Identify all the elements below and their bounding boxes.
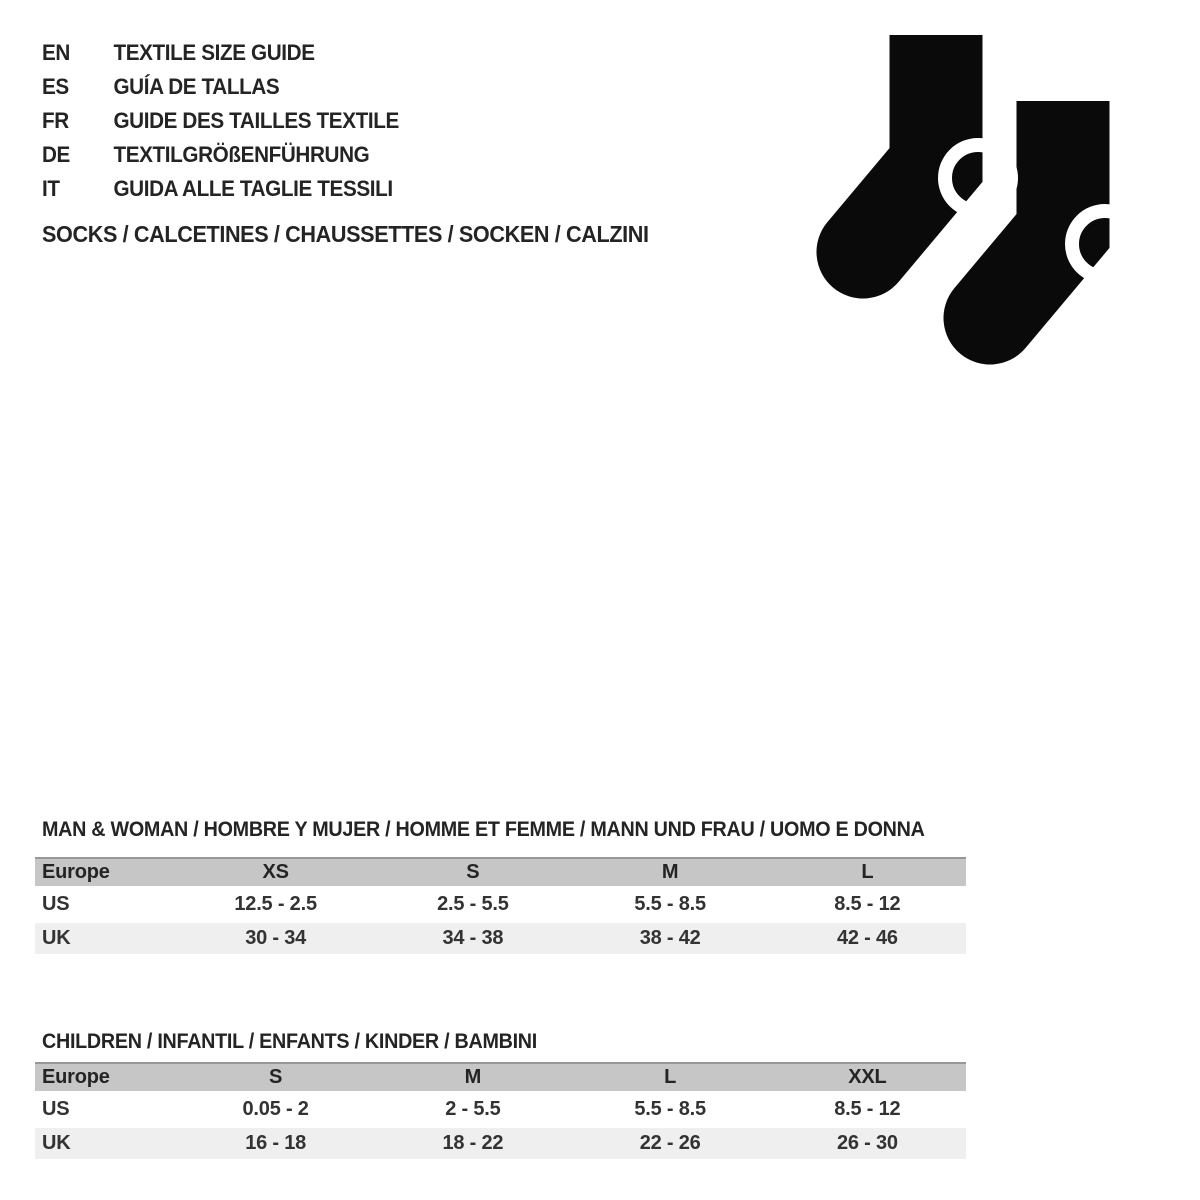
size-cell: 34 - 38 <box>374 923 571 954</box>
column-header: M <box>572 857 769 886</box>
size-cell: 2 - 5.5 <box>445 1098 501 1120</box>
size-cell: 8.5 - 12 <box>834 893 901 915</box>
adult-size-table <box>35 854 966 957</box>
size-cell: 5.5 - 8.5 <box>634 1098 706 1120</box>
column-header: S <box>374 857 571 886</box>
row-label: US <box>42 893 70 915</box>
sock-top-mask <box>1014 47 1113 101</box>
column-header: M <box>374 1062 571 1091</box>
column-header: Europe <box>35 857 177 886</box>
column-header: Europe <box>35 1062 177 1091</box>
language-title: GUIDE DES TAILLES TEXTILE <box>113 108 399 133</box>
row-label: US <box>42 1098 70 1120</box>
size-cell: 26 - 30 <box>769 1128 966 1159</box>
row-label: UK <box>35 923 177 954</box>
column-header: L <box>572 1062 769 1091</box>
size-cell: 30 - 34 <box>177 923 374 954</box>
column-header: S <box>177 1062 374 1091</box>
adult-table-title: MAN & WOMAN / HOMBRE Y MUJER / HOMME ET FEMME / MANN UND FRAU / UOMO E DONNA <box>42 818 925 841</box>
socks-icon <box>815 35 1115 367</box>
language-title: GUIDA ALLE TAGLIE TESSILI <box>113 176 393 201</box>
size-cell: 5.5 - 8.5 <box>634 893 706 915</box>
table-row <box>35 1094 966 1125</box>
header-row <box>35 1062 966 1091</box>
size-cell: 2.5 - 5.5 <box>437 893 509 915</box>
language-code: EN <box>42 40 70 65</box>
size-cell: 18 - 22 <box>374 1128 571 1159</box>
language-title: GUÍA DE TALLAS <box>113 74 280 99</box>
language-row <box>42 104 399 138</box>
language-code: DE <box>42 142 70 167</box>
header-row <box>35 857 966 886</box>
language-list <box>42 36 399 206</box>
language-title: TEXTILGRÖßENFÜHRUNG <box>113 142 370 167</box>
language-code: IT <box>42 176 60 201</box>
size-cell: 8.5 - 12 <box>834 1098 901 1120</box>
table-row <box>35 889 966 920</box>
language-row <box>42 70 399 104</box>
language-title: TEXTILE SIZE GUIDE <box>113 40 315 65</box>
size-cell: 22 - 26 <box>572 1128 769 1159</box>
children-size-table <box>35 1059 966 1162</box>
language-row <box>42 138 399 172</box>
size-cell: 12.5 - 2.5 <box>234 893 317 915</box>
size-cell: 16 - 18 <box>177 1128 374 1159</box>
size-cell: 38 - 42 <box>572 923 769 954</box>
language-code: FR <box>42 108 69 133</box>
table-row <box>35 1128 966 1159</box>
row-label: UK <box>35 1128 177 1159</box>
product-category-line: SOCKS / CALCETINES / CHAUSSETTES / SOCKEN / CALZINI <box>42 221 649 247</box>
language-row <box>42 36 399 70</box>
sock-front <box>863 35 1011 252</box>
size-cell: 42 - 46 <box>769 923 966 954</box>
column-header: XS <box>177 857 374 886</box>
table-row <box>35 923 966 954</box>
column-header: XXL <box>769 1062 966 1091</box>
language-row <box>42 172 399 206</box>
column-header: L <box>769 857 966 886</box>
size-cell: 0.05 - 2 <box>242 1098 309 1120</box>
language-code: ES <box>42 74 69 99</box>
children-table-title: CHILDREN / INFANTIL / ENFANTS / KINDER / BAMBINI <box>42 1030 537 1053</box>
